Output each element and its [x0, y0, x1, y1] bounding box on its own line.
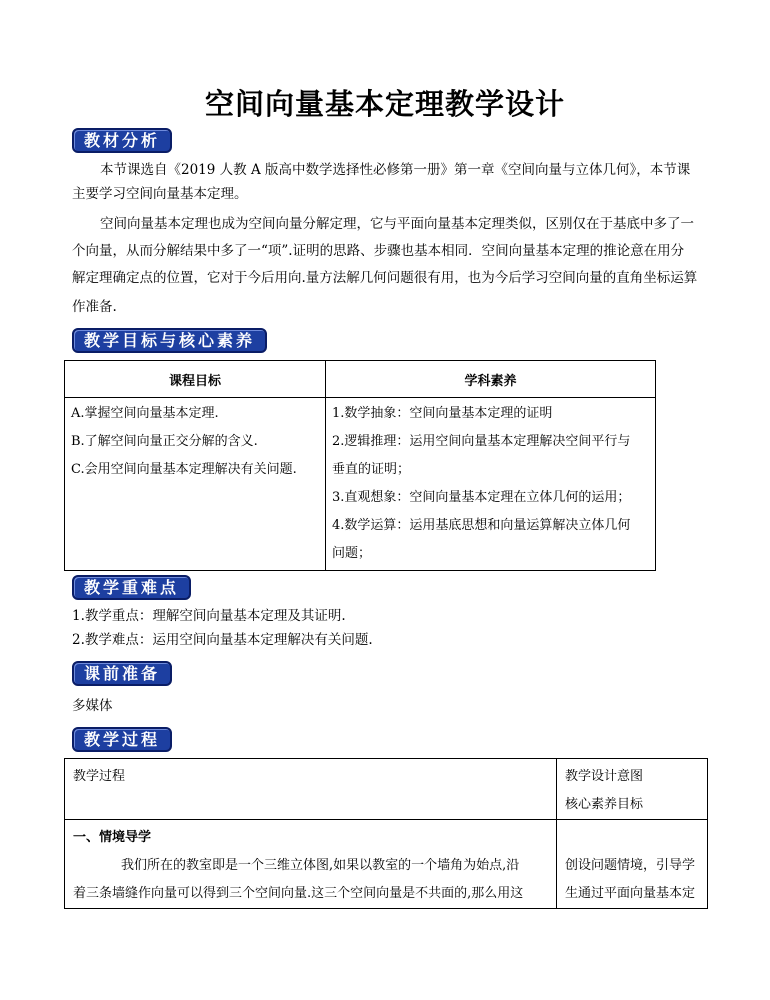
literacy-item-4-cont: 问题；	[332, 546, 372, 561]
key-point-line2: 2.教学难点：运用空间向量基本定理解决有关问题.	[72, 632, 373, 648]
analysis-p2-line2: 个向量，从而分解结果中多了一“项”.证明的思路、步骤也基本相同．空间向量基本定理的推论意在用分	[72, 243, 685, 259]
course-goal-a: A.掌握空间向量基本定理.	[71, 406, 219, 421]
analysis-p1-line2: 主要学习空间向量基本定理。	[72, 186, 248, 202]
process-col2-header-line2: 核心素养目标	[565, 797, 644, 812]
step-line1: 我们所在的教室即是一个三维立体图,如果以教室的一个墙角为始点,沿	[121, 858, 520, 873]
literacy-item-3: 3.直观想象：空间向量基本定理在立体几何的运用；	[332, 490, 631, 505]
process-col2-header-cell	[557, 759, 708, 820]
preparation-text: 多媒体	[72, 698, 113, 714]
key-point-line1: 1.教学重点：理解空间向量基本定理及其证明.	[72, 608, 346, 624]
section-heading-analysis: 教材分析	[72, 128, 172, 153]
process-col1-header: 教学过程	[73, 769, 126, 784]
intent-line1: 创设问题情境，引导学	[565, 858, 696, 873]
analysis-p2-line3: 解定理确定点的位置，它对于今后用向.量方法解几何问题很有用，也为今后学习空间向量的直角坐标运算	[72, 270, 698, 286]
section-heading-goals: 教学目标与核心素养	[72, 328, 267, 353]
section-heading-process: 教学过程	[72, 727, 172, 752]
page-title: 空间向量基本定理教学设计	[204, 87, 565, 121]
analysis-p2-line1: 空间向量基本定理也成为空间向量分解定理，它与平面向量基本定理类似，区别仅在于基底中多了一	[100, 216, 694, 232]
goals-col2-cell	[326, 398, 656, 571]
process-table	[64, 758, 708, 909]
course-goal-c: C.会用空间向量基本定理解决有关问题.	[71, 462, 297, 477]
literacy-item-1: 1.数学抽象：空间向量基本定理的证明	[332, 406, 553, 421]
step-line2: 着三条墙缝作向量可以得到三个空间向量.这三个空间向量是不共面的,那么用这	[73, 886, 524, 901]
goals-col1-header: 课程目标	[65, 361, 326, 398]
goals-col1-cell	[65, 398, 326, 571]
step-title: 一、情境导学	[73, 830, 152, 845]
process-col2-header-line1: 教学设计意图	[565, 769, 644, 784]
intent-line2: 生通过平面向量基本定	[565, 886, 696, 901]
process-col1-header-cell	[65, 759, 557, 820]
process-step-cell	[65, 820, 557, 909]
literacy-item-4: 4.数学运算：运用基底思想和向量运算解决立体几何	[332, 518, 631, 533]
analysis-p2-line4: 作准备.	[72, 299, 117, 315]
goals-col2-header: 学科素养	[326, 361, 656, 398]
course-goal-b: B.了解空间向量正交分解的含义.	[71, 434, 258, 449]
section-heading-key-points: 教学重难点	[72, 575, 191, 600]
section-heading-preparation: 课前准备	[72, 661, 172, 686]
goals-table	[64, 360, 656, 571]
literacy-item-2: 2.逻辑推理：运用空间向量基本定理解决空间平行与	[332, 434, 631, 449]
literacy-item-2-cont: 垂直的证明；	[332, 462, 411, 477]
process-intent-cell	[557, 820, 708, 909]
analysis-p1-line1: 本节课选自《2019 人教 A 版高中数学选择性必修第一册》第一章《空间向量与立体几何》，本节课	[100, 162, 691, 178]
